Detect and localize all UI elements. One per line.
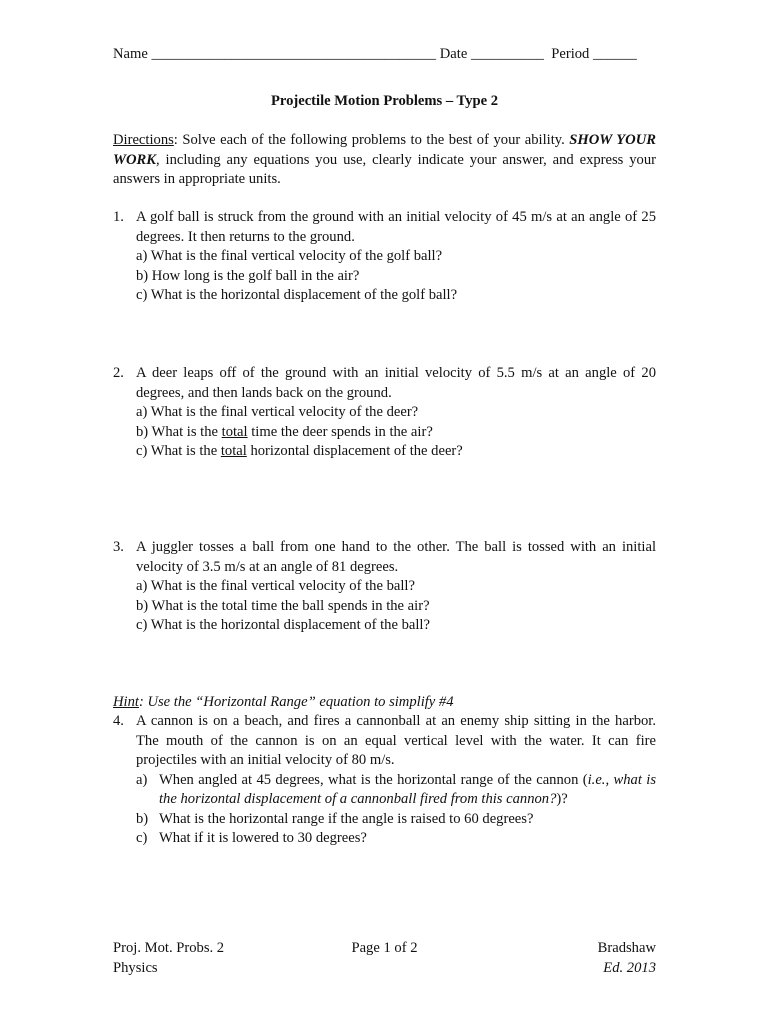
question-c: c) What if it is lowered to 30 degrees? bbox=[136, 830, 367, 846]
question-a: a) What is the final vertical velocity of the deer? bbox=[136, 404, 419, 420]
question-b: b) What is the total time the ball spends in the air? bbox=[136, 597, 430, 614]
hint-text: : Use the “Horizontal Range” equation to simplify #4 bbox=[138, 694, 454, 710]
problem-number: 4. bbox=[113, 713, 124, 729]
directions-label: Directions bbox=[113, 132, 174, 148]
date-blank: __________ bbox=[470, 46, 544, 62]
hint bbox=[113, 693, 454, 713]
problem-number: 2. bbox=[113, 365, 124, 381]
footer-page-number: Page 1 of 2 bbox=[351, 940, 418, 956]
worksheet-page bbox=[113, 0, 656, 1024]
footer-doc-name: Proj. Mot. Probs. 2 bbox=[113, 940, 225, 956]
problem-2 bbox=[113, 364, 656, 462]
name-blank: _______________________________________ bbox=[151, 46, 437, 62]
show-your-work: SHOW YOUR WORK bbox=[113, 132, 656, 168]
header-line bbox=[113, 45, 656, 65]
directions-text-1: : Solve each of the following problems to the best of your ability. bbox=[173, 132, 570, 148]
name-label: Name bbox=[113, 46, 148, 62]
hint-label: Hint bbox=[113, 694, 139, 710]
footer-author: Bradshaw bbox=[597, 940, 656, 956]
question-b: b) What is the total time the deer spends in the air? bbox=[136, 423, 433, 440]
date-label: Date bbox=[439, 46, 468, 62]
problem-4 bbox=[113, 712, 656, 849]
directions-text-2: , including any equations you use, clearly indicate your answer, and express your answers in appropriate units. bbox=[113, 151, 656, 187]
problem-3 bbox=[113, 538, 656, 636]
question-a: a) When angled at 45 degrees, what is the horizontal range of the cannon (i.e., what is the horizontal displacement of a cannonball fired from this cannon?)? bbox=[136, 771, 656, 807]
period-label: Period bbox=[551, 46, 590, 62]
footer-edition: Ed. 2013 bbox=[603, 959, 656, 976]
question-c: c) What is the horizontal displacement of the ball? bbox=[136, 617, 430, 633]
question-c: c) What is the total horizontal displacement of the deer? bbox=[136, 443, 463, 459]
question-b: b) What is the horizontal range if the angle is raised to 60 degrees? bbox=[136, 810, 534, 827]
page-title: Projectile Motion Problems – Type 2 bbox=[270, 93, 499, 109]
page-footer bbox=[113, 939, 656, 978]
problem-stem: A cannon is on a beach, and fires a cannonball at an enemy ship sitting in the harbor. The mouth of the cannon is on an equal vertical level with the water. It can fire projectiles with an initial velocity of 80 m/s. bbox=[136, 713, 656, 768]
problem-stem: A juggler tosses a ball from one hand to the other. The ball is tossed with an initial velocity of 3.5 m/s at an angle of 81 degrees. bbox=[136, 539, 656, 575]
problem-number: 1. bbox=[113, 209, 124, 225]
period-blank: ______ bbox=[593, 46, 637, 62]
question-b: b) How long is the golf ball in the air? bbox=[136, 267, 360, 284]
footer-subject: Physics bbox=[113, 959, 158, 976]
question-a: a) What is the final vertical velocity of the golf ball? bbox=[136, 248, 443, 264]
problem-stem: A deer leaps off of the ground with an initial velocity of 5.5 m/s at an angle of 20 degrees, and then lands back on the ground. bbox=[136, 365, 656, 401]
problem-stem: A golf ball is struck from the ground with an initial velocity of 45 m/s at an angle of 25 degrees. It then returns to the ground. bbox=[136, 209, 656, 245]
problem-1 bbox=[113, 208, 656, 306]
question-a: a) What is the final vertical velocity of the ball? bbox=[136, 578, 415, 594]
problem-number: 3. bbox=[113, 539, 124, 555]
directions bbox=[113, 131, 656, 190]
question-c: c) What is the horizontal displacement of the golf ball? bbox=[136, 287, 458, 303]
